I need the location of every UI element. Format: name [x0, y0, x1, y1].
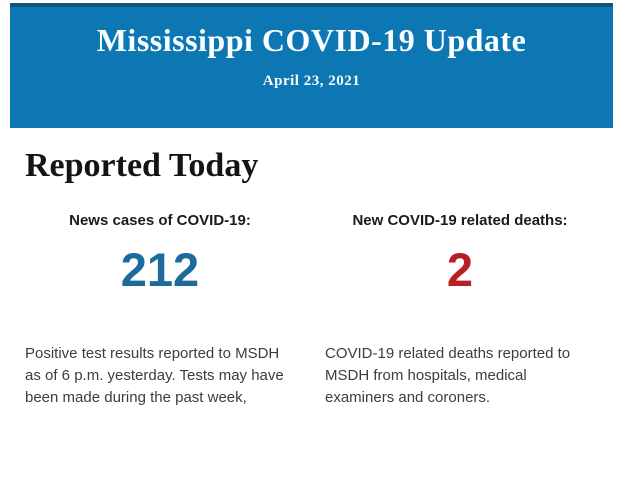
report-date: April 23, 2021 [262, 73, 361, 90]
new-cases-description: Positive test results reported to MSDH as of 6 p.m. yesterday. Tests may have been made during the past week, [25, 344, 284, 406]
new-deaths-value: 2 [446, 242, 474, 296]
new-cases-label: News cases of COVID-19: [69, 211, 251, 229]
new-deaths-description: COVID-19 related deaths reported to MSDH from hospitals, medical examiners and coroners. [325, 344, 571, 406]
header-banner [10, 3, 613, 128]
stats-row [0, 212, 620, 409]
stat-new-deaths [325, 212, 595, 409]
new-deaths-label: New COVID-19 related deaths: [352, 211, 568, 229]
covid-update-card [0, 3, 620, 486]
page-title: Mississippi COVID-19 Update [96, 22, 527, 58]
new-cases-value: 212 [120, 242, 200, 296]
section-heading: Reported Today [25, 147, 259, 184]
stat-new-cases [25, 212, 295, 409]
